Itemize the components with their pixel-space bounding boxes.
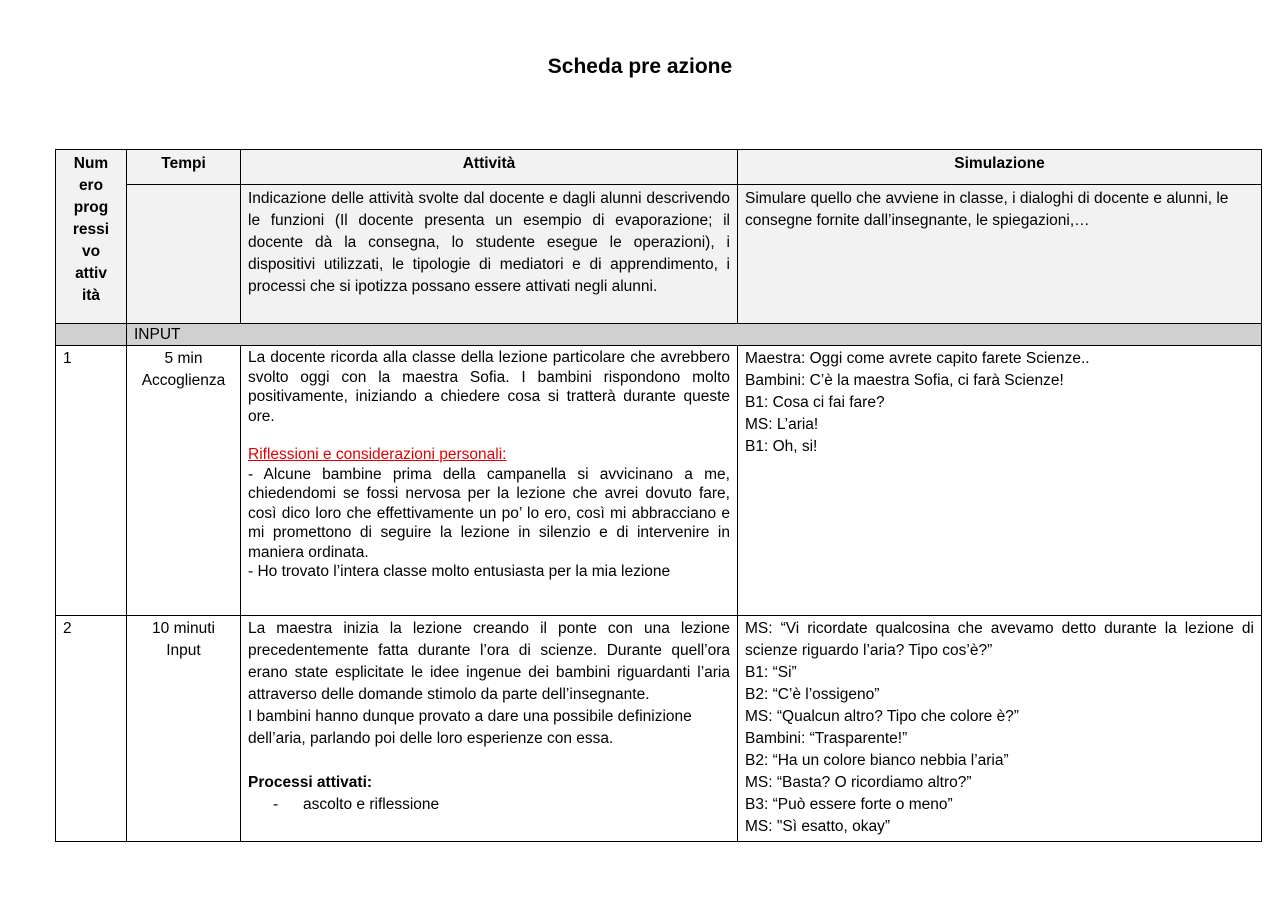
reflection-title: Riflessioni e considerazioni personali: [248,446,507,463]
header-attivita: Attività [241,150,738,185]
processes-title: Processi attivati: [248,774,373,791]
row-dialogue: Maestra: Oggi come avrete capito farete Scienze.. Bambini: C’è la maestra Sofia, ci farà Scienze! B1: Cosa ci fai fare? MS: L’aria! B1: Oh, si! [738,346,1262,616]
description-attivita: Indicazione delle attività svolte dal docente e dagli alunni descrivendo le funzioni (Il docente presenta un esempio di evaporazione; il docente dà la consegna, lo studente esegue le operazioni), i dispositivi utilizzati, le tipologie di mediatori e di apprendimento, i processi che si ipotizza possano essere attivati negli alunni. [241,185,738,324]
row-time: 5 min Accoglienza [127,346,241,616]
section-label: INPUT [127,324,1262,346]
page-title: Scheda pre azione [547,55,733,78]
section-empty-cell [56,324,127,346]
section-row [56,324,1262,346]
row-time: 10 minuti Input [127,616,241,842]
header-simulazione: Simulazione [738,150,1262,185]
header-numero-progressivo: Num ero prog ressi vo attiv ità [56,150,127,324]
description-row [56,185,1262,324]
description-simulazione: Simulare quello che avviene in classe, i dialoghi di docente e alunni, le consegne fornite dall’insegnante, le spiegazioni,… [738,185,1262,324]
description-tempi [127,185,241,324]
row-number: 1 [56,346,127,616]
list-item: - ascolto e riflessione [273,796,440,813]
table-row [56,616,1262,842]
row-activity: La maestra inizia la lezione creando il ponte con una lezione precedentemente fatta durante l’ora di scienze. Durante quell’ora erano state esplicitate le idee ingenue dei bambini riguardanti l’aria attraverso delle domande stimolo da parte dell’insegnante. I bambini hanno dunque provato a dare una possibile definizione dell’aria, parlando poi delle loro esperienze con essa. Processi attivati: - ascolto e riflessione [241,616,738,842]
header-row [56,150,1262,185]
row-activity: La docente ricorda alla classe della lezione particolare che avrebbero svolto oggi con la maestra Sofia. I bambini rispondono molto positivamente, iniziando a chiedere cosa si tratterà durante queste ore. Riflessioni e considerazioni personali: - Alcune bambine prima della campanella si avvicinano a me, chiedendomi se fossi nervosa per la lezione che avrei dovuto fare, così dico loro che effettivamente un po’ lo ero, così mi abbracciano e mi promettono di seguire la lezione in silenzio e di intervenire in maniera ordinata. - Ho trovato l’intera classe molto entusiasta per la mia lezione [241,346,738,616]
lesson-plan-table [55,149,1262,842]
header-tempi: Tempi [127,150,241,185]
row-dialogue: MS: “Vi ricordate qualcosina che avevamo detto durante la lezione di scienze riguardo l’aria? Tipo cos’è?” B1: “Si” B2: “C’è l’ossigeno” MS: “Qualcun altro? Tipo che colore è?” Bambini: “Trasparente!” B2: “Ha un colore bianco nebbia l’aria” MS: “Basta? O ricordiamo altro?” B3: “Può essere forte o meno” MS: "Sì esatto, okay” [738,616,1262,842]
row-number: 2 [56,616,127,842]
table-row [56,346,1262,616]
